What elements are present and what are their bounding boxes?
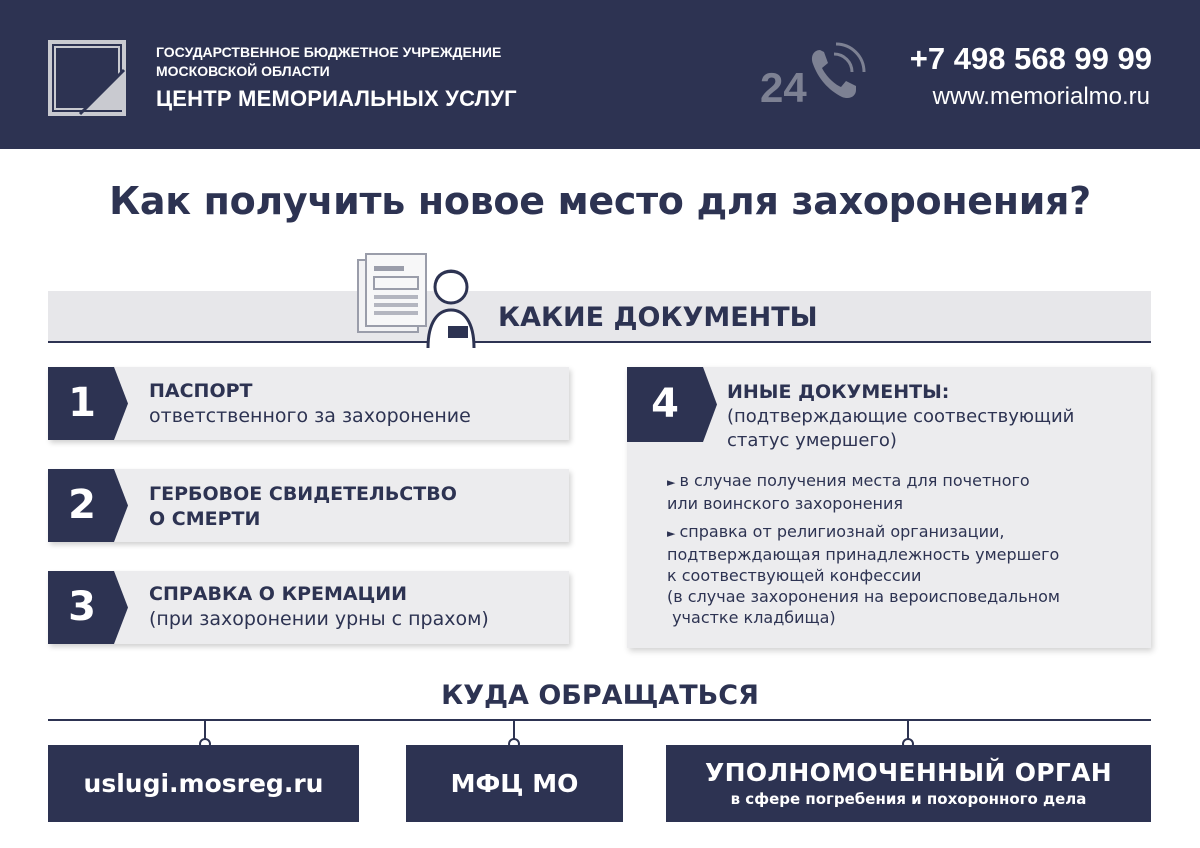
item-subtitle-line-2: статус умершего) [727, 430, 897, 451]
destination-label: uslugi.mosreg.ru [83, 769, 324, 798]
bullet-item-2 [667, 521, 1142, 628]
where-section-title: КУДА ОБРАЩАТЬСЯ [441, 680, 759, 711]
item-bullet-list [667, 470, 1142, 635]
documents-person-icon [354, 252, 484, 352]
bullet-item-1 [667, 470, 1142, 514]
item-number: 4 [651, 381, 679, 427]
phone-number[interactable]: +7 498 568 99 99 [909, 41, 1152, 76]
item-number: 2 [68, 482, 96, 528]
item-subtitle: ответственного за захоронение [149, 405, 471, 427]
page-title: Как получить новое место для захоронения? [109, 179, 1091, 223]
item-subtitle: (при захоронении урны с прахом) [149, 608, 489, 630]
memorial-logo-icon [48, 40, 126, 116]
document-item-3 [48, 571, 569, 644]
item-title: СПРАВКА О КРЕМАЦИИ [149, 583, 408, 605]
item-title: ИНЫЕ ДОКУМЕНТЫ: [727, 381, 950, 403]
item-title: ПАСПОРТ [149, 380, 253, 402]
item-number-badge [48, 571, 128, 644]
triangle-bullet-icon: ► [667, 527, 676, 540]
destination-mfc[interactable] [406, 745, 623, 822]
bullet-line: (в случае захоронения на вероисповедальном [667, 587, 1060, 606]
item-number: 3 [68, 584, 96, 630]
item-number-badge [48, 469, 128, 542]
document-item-2 [48, 469, 569, 542]
org-line-2: МОСКОВСКОЙ ОБЛАСТИ [156, 63, 330, 79]
destination-authorized-body[interactable] [666, 745, 1151, 822]
header-bar [0, 0, 1200, 149]
item-title-line-1: ГЕРБОВОЕ СВИДЕТЕЛЬСТВО [149, 483, 457, 505]
bullet-line: или воинского захоронения [667, 494, 904, 513]
hotline-badge: 24 [760, 64, 807, 111]
triangle-bullet-icon: ► [667, 476, 676, 489]
bullet-line: в случае получения места для почетного [679, 471, 1030, 490]
destination-sublabel: в сфере погребения и похоронного дела [730, 790, 1087, 808]
document-item-1 [48, 367, 569, 440]
item-subtitle-line-1: (подтверждающие соотвествующий [727, 406, 1075, 427]
item-title-line-2: О СМЕРТИ [149, 508, 261, 530]
item-subtitle [727, 405, 1137, 453]
bullet-line: подтверждающая принадлежность умершего [667, 545, 1060, 564]
destination-label: МФЦ МО [450, 769, 579, 798]
item-number: 1 [68, 380, 96, 426]
org-line-1: ГОСУДАРСТВЕННОЕ БЮДЖЕТНОЕ УЧРЕЖДЕНИЕ [156, 44, 502, 60]
bullet-line: к соотвествующей конфессии [667, 566, 922, 585]
destination-uslugi[interactable] [48, 745, 359, 822]
item-number-badge [627, 367, 717, 442]
organization-name [156, 43, 517, 114]
bullet-line: участке кладбища) [667, 608, 836, 627]
org-title: ЦЕНТР МЕМОРИАЛЬНЫХ УСЛУГ [156, 86, 517, 111]
item-number-badge [48, 367, 128, 440]
destination-label: УПОЛНОМОЧЕННЫЙ ОРГАН [705, 758, 1112, 787]
website-link[interactable]: www.memorialmo.ru [932, 83, 1150, 110]
phone-24h-icon [758, 40, 874, 112]
bullet-line: справка от религиознай организации, [679, 522, 1005, 541]
document-item-4 [627, 367, 1151, 648]
documents-section-title: КАКИЕ ДОКУМЕНТЫ [498, 302, 818, 333]
